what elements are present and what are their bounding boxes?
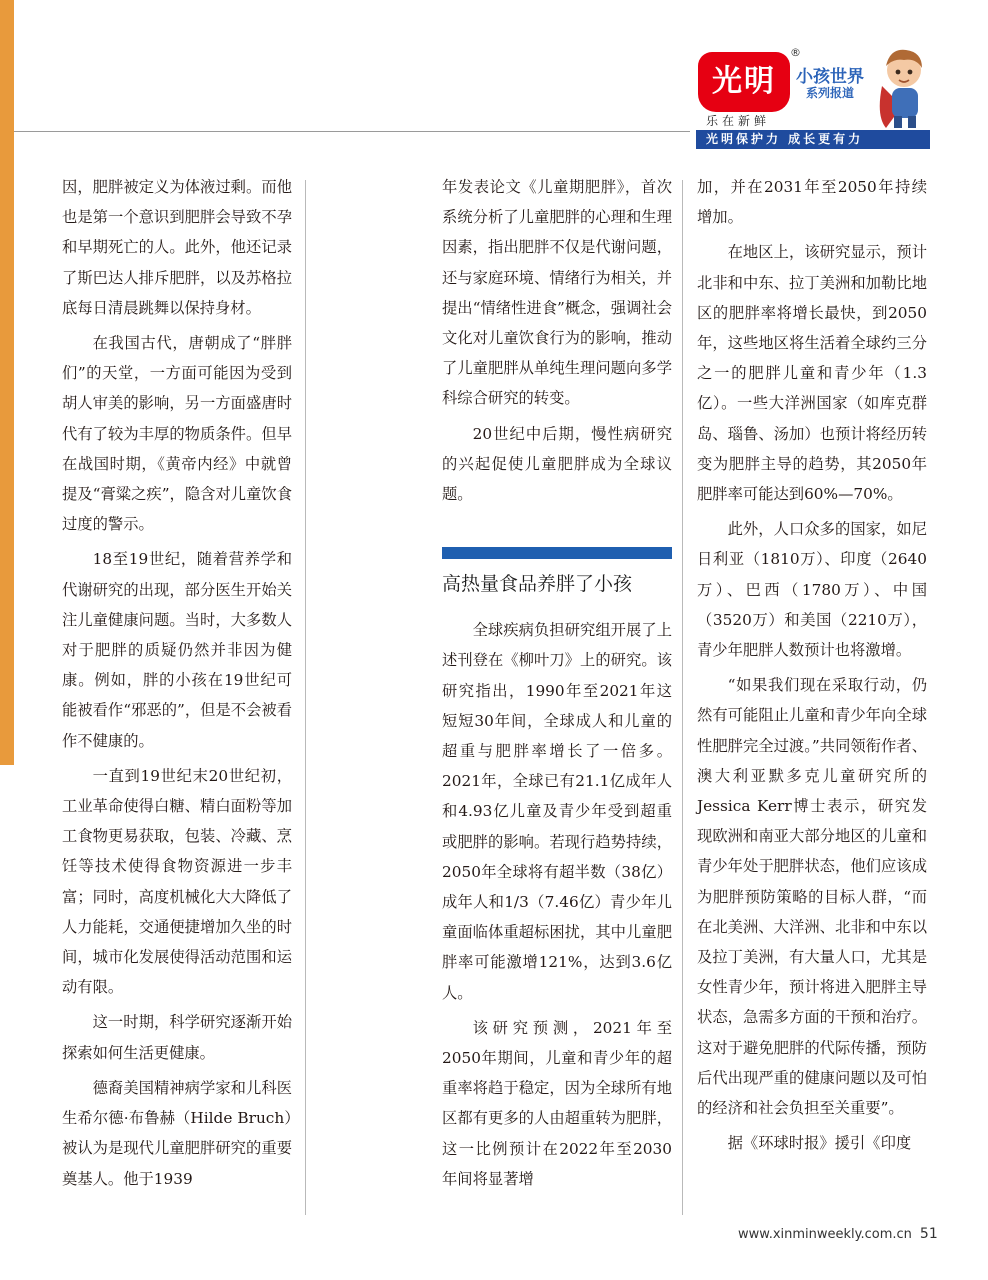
article-column-2 bbox=[442, 172, 672, 1199]
paragraph: 一直到19世纪末20世纪初，工业革命使得白糖、精白面粉等加工食物更易获取，包装、冷藏、烹饪等技术使得食物资源进一步丰富；同时，高度机械化大大降低了人力能耗，交通便捷增加久坐的时间，城市化发展使得活动范围和运动有限。 bbox=[62, 766, 292, 997]
paragraph: 此外，人口众多的国家，如尼日利亚（1810万）、印度（2640万）、巴西（1780万）、中国（3520万）和美国（2210万），青少年肥胖人数预计也将激增。 bbox=[697, 520, 927, 660]
brand-slogan: 光明保护力 成长更有力 bbox=[696, 130, 930, 149]
page-number: 51 bbox=[919, 1226, 938, 1242]
paragraph: 德裔美国精神病学家和儿科医生希尔德·布鲁赫（Hilde Bruch）被认为是现代儿童肥胖研究的重要奠基人。他于1939 bbox=[62, 1078, 292, 1188]
paragraph: “如果我们现在采取行动，仍然有可能阻止儿童和青少年向全球性肥胖完全过渡。”共同领衔作者、澳大利亚默多克儿童研究所的Jessica Kerr博士表示，研究发现欧洲和南亚大部分地区的儿童和青少年处于肥胖状态，他们应该成为肥胖预防策略的目标人群，“而在北美洲、大洋洲、北非和中东以及拉丁美洲，有大量人口，尤其是女性青少年，预计将进入肥胖主导状态，急需多方面的干预和治疗。这对于避免肥胖的代际传播，预防后代出现严重的健康问题以及可怕的经济和社会负担至关重要”。 bbox=[697, 676, 927, 1118]
website-link[interactable]: www.xinminweekly.com.cn bbox=[738, 1227, 912, 1242]
section-heading-bar bbox=[442, 547, 672, 559]
registered-mark: ® bbox=[790, 46, 801, 59]
paragraph: 在我国古代，唐朝成了“胖胖们”的天堂，一方面可能因为受到胡人审美的影响，另一方面盛唐时代有了较为丰厚的物质条件。但早在战国时期，《黄帝内经》中就曾提及“膏粱之疾”，隐含对儿童饮食过度的警示。 bbox=[62, 334, 292, 534]
paragraph: 加，并在2031年至2050年持续增加。 bbox=[697, 178, 927, 227]
section-heading: 高热量食品养胖了小孩 bbox=[442, 573, 633, 596]
article-column-1 bbox=[62, 172, 292, 1199]
paragraph: 该研究预测，2021年至2050年期间，儿童和青少年的超重率将趋于稳定，因为全球所有地区都有更多的人由超重转为肥胖，这一比例预计在2022年至2030年间将显著增 bbox=[442, 1018, 672, 1188]
header-rule bbox=[14, 131, 690, 132]
paragraph: 全球疾病负担研究组开展了上述刊登在《柳叶刀》上的研究。该研究指出，1990年至2021年这短短30年间，全球成人和儿童的超重与肥胖率增长了一倍多。2021年，全球已有21.1亿成年人和4.93亿儿童及青少年受到超重或肥胖的影响。若现行趋势持续，2050年全球将有超半数（38亿）成年人和1/3（7.46亿）青少年儿童面临体重超标困扰，其中儿童肥胖率可能激增121%，达到3.6亿人。 bbox=[442, 621, 672, 1002]
article-column-3 bbox=[697, 172, 927, 1164]
paragraph: 18至19世纪，随着营养学和代谢研究的出现，部分医生开始关注儿童健康问题。当时，大多数人对于肥胖的质疑仍然并非因为健康。例如，胖的小孩在19世纪可能被看作“邪恶的”，但是不会被看作不健康的。 bbox=[62, 550, 292, 750]
brand-tagline: 乐在新鲜 bbox=[706, 114, 771, 128]
paragraph: 20世纪中后期，慢性病研究的兴起促使儿童肥胖成为全球议题。 bbox=[442, 424, 672, 504]
series-title: 小孩世界 bbox=[796, 67, 864, 87]
paragraph: 年发表论文《儿童期肥胖》，首次系统分析了儿童肥胖的心理和生理因素，指出肥胖不仅是代谢问题，还与家庭环境、情绪行为相关，并提出“情绪性进食”概念，强调社会文化对儿童饮食行为的影响，推动了儿童肥胖从单纯生理问题向多学科综合研究的转变。 bbox=[442, 178, 672, 408]
paragraph: 在地区上，该研究显示，预计北非和中东、拉丁美洲和加勒比地区的肥胖率将增长最快，到2050年，这些地区将生活着全球约三分之一的肥胖儿童和青少年（1.3亿）。一些大洋洲国家（如库克群岛、瑙鲁、汤加）也预计将经历转变为肥胖主导的趋势，其2050年肥胖率可能达到60%—70%。 bbox=[697, 243, 927, 504]
page-footer bbox=[738, 1226, 938, 1242]
sponsor-logo bbox=[696, 46, 930, 150]
paragraph: 据《环球时报》援引《印度 bbox=[727, 1134, 912, 1153]
column-divider bbox=[682, 180, 683, 1215]
series-subtitle: 系列报道 bbox=[806, 86, 855, 100]
mascot-boy-icon bbox=[872, 46, 930, 130]
paragraph: 因，肥胖被定义为体液过剩。而他也是第一个意识到肥胖会导致不孕和早期死亡的人。此外，他还记录了斯巴达人排斥肥胖，以及苏格拉底每日清晨跳舞以保持身材。 bbox=[62, 178, 292, 317]
column-divider bbox=[305, 180, 306, 1215]
side-accent-bar bbox=[0, 0, 14, 765]
brand-badge: 光明 bbox=[698, 52, 790, 112]
paragraph: 这一时期，科学研究逐渐开始探索如何生活更健康。 bbox=[62, 1013, 292, 1062]
